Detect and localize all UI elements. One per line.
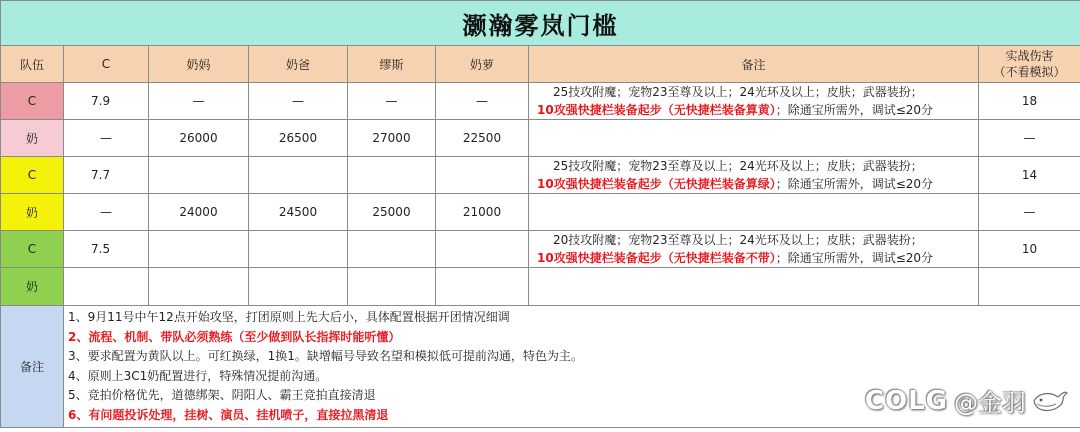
note-cell	[529, 231, 979, 268]
note-red: 10攻强快捷栏装备起步（无快捷栏装备算黄）	[537, 103, 776, 117]
note-rest: ；除通宝所需外，调试≤20分	[775, 177, 934, 191]
whale-icon	[1032, 387, 1068, 415]
note-line2	[529, 175, 978, 193]
note-line1: 20技攻附魔；宠物23至尊及以上；24光环及以上；皮肤；武器装扮；	[553, 233, 923, 247]
footer-note-5: 5、竞拍价格优先，道德绑架、阴阳人、霸王竞拍直接清退	[68, 388, 376, 402]
header-naiba: 奶爸	[249, 46, 348, 83]
team-cell: 奶	[1, 194, 64, 231]
table-row	[1, 157, 1080, 194]
miusi-cell: —	[348, 83, 436, 120]
naiba-cell: —	[249, 83, 348, 120]
note-red: 10攻强快捷栏装备起步（无快捷栏装备不带）	[537, 251, 776, 265]
c-score-cell: —	[64, 194, 149, 231]
miusi-cell	[348, 157, 436, 194]
naima-cell: 26000	[149, 120, 249, 157]
header-note: 备注	[529, 46, 979, 83]
naiba-cell: 24500	[249, 194, 348, 231]
c-score-cell: 7.5	[64, 231, 149, 268]
naima-cell	[149, 231, 249, 268]
note-line2	[529, 249, 978, 267]
team-cell: C	[1, 231, 64, 268]
team-cell: 奶	[1, 268, 64, 306]
note-cell	[529, 120, 979, 157]
footer-note-3: 3、要求配置为黄队以上。可红换绿，1换1。缺增幅号导致名望和模拟低可提前沟通，特色为主。	[68, 349, 583, 363]
damage-cell: 18	[979, 83, 1080, 120]
watermark	[865, 383, 1068, 418]
miusi-cell: 27000	[348, 120, 436, 157]
nailuo-cell: 22500	[436, 120, 529, 157]
header-naima: 奶妈	[149, 46, 249, 83]
note-cell	[529, 194, 979, 231]
footer-label: 备注	[1, 306, 64, 428]
table-row	[1, 268, 1080, 306]
nailuo-cell: 21000	[436, 194, 529, 231]
naima-cell	[149, 157, 249, 194]
footer-note-2: 2、流程、机制、带队必须熟练（至少做到队长指挥时能听懂）	[68, 329, 401, 344]
naiba-cell: 26500	[249, 120, 348, 157]
naima-cell	[149, 268, 249, 306]
table-row	[1, 231, 1080, 268]
c-score-cell: 7.7	[64, 157, 149, 194]
note-red: 10攻强快捷栏装备起步（无快捷栏装备算绿）	[537, 177, 776, 191]
note-line1: 25技攻附魔；宠物23至尊及以上；24光环及以上；皮肤；武器装扮；	[553, 85, 923, 99]
header-damage-line1: 实战伤害	[1005, 49, 1054, 63]
c-score-cell: 7.9	[64, 83, 149, 120]
nailuo-cell	[436, 157, 529, 194]
nailuo-cell	[436, 268, 529, 306]
miusi-cell	[348, 268, 436, 306]
nailuo-cell: —	[436, 83, 529, 120]
header-damage-line2: （不看模拟）	[993, 65, 1066, 79]
damage-cell: —	[979, 194, 1080, 231]
miusi-cell	[348, 231, 436, 268]
note-rest: ；除通宝所需外，调试≤20分	[775, 103, 934, 117]
header-c: C	[64, 46, 149, 83]
header-damage	[979, 46, 1080, 83]
naima-cell: 24000	[149, 194, 249, 231]
damage-cell: —	[979, 120, 1080, 157]
table-row	[1, 194, 1080, 231]
team-cell: C	[1, 83, 64, 120]
nailuo-cell	[436, 231, 529, 268]
footer-note-4: 4、原则上3C1奶配置进行，特殊情况提前沟通。	[68, 368, 328, 383]
naima-cell: —	[149, 83, 249, 120]
team-cell: 奶	[1, 120, 64, 157]
miusi-cell: 25000	[348, 194, 436, 231]
note-line1: 25技攻附魔；宠物23至尊及以上；24光环及以上；皮肤；武器装扮；	[553, 159, 923, 173]
footer-note-6: 6、有问题投诉处理，挂树、演员、挂机喷子，直接拉黑清退	[68, 407, 389, 422]
footer-note-1: 1、9月11号中午12点开始攻坚，打团原则上先大后小，具体配置根据开团情况细调	[68, 310, 510, 324]
header-team: 队伍	[1, 46, 64, 83]
damage-cell: 10	[979, 231, 1080, 268]
c-score-cell: —	[64, 120, 149, 157]
note-line2	[529, 101, 978, 119]
header-nailuo: 奶萝	[436, 46, 529, 83]
watermark-user: @金羽	[954, 389, 1026, 417]
naiba-cell	[249, 268, 348, 306]
table-row	[1, 83, 1080, 120]
header-miusi: 缪斯	[348, 46, 436, 83]
c-score-cell	[64, 268, 149, 306]
note-cell	[529, 83, 979, 120]
page-title: 灏瀚雾岚门槛	[1, 1, 1080, 46]
table-row	[1, 120, 1080, 157]
watermark-logo: COLG	[864, 385, 948, 416]
note-cell	[529, 268, 979, 306]
note-rest: ；除通宝所需外，调试≤20分	[775, 251, 934, 265]
naiba-cell	[249, 157, 348, 194]
damage-cell: 14	[979, 157, 1080, 194]
damage-cell	[979, 268, 1080, 306]
naiba-cell	[249, 231, 348, 268]
team-cell: C	[1, 157, 64, 194]
note-cell	[529, 157, 979, 194]
